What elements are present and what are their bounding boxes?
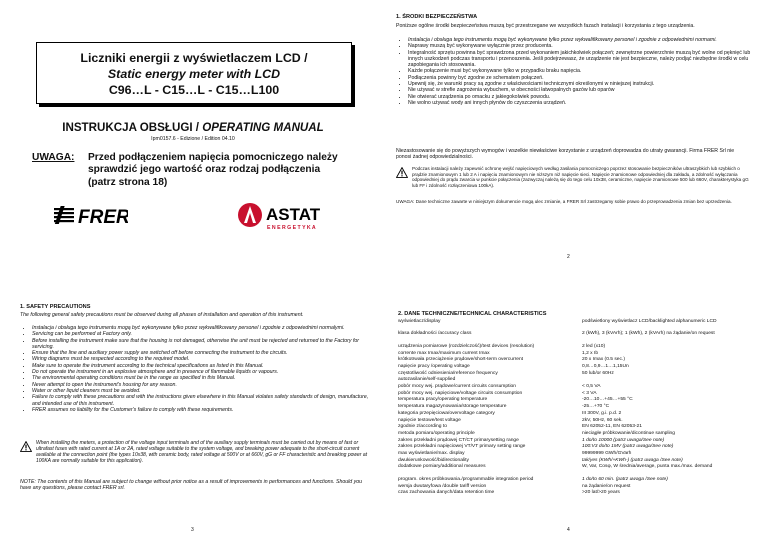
row-label: napięcie testowe/test voltage — [398, 417, 461, 423]
frer-logo-text: FRER — [78, 207, 128, 227]
row-value: 1 do/to 10000 (patrz uwaga/See note) — [582, 437, 665, 443]
title-line-3: C96…L - C15…L - C15…L100 — [108, 83, 280, 97]
section-heading: 1. SAFETY PRECAUTIONS — [20, 304, 91, 310]
uwaga-text: Przed podłączeniem napięcia pomocniczego należy sprawdzić jego wartość oraz rodzaj podłączenia (patrz strona 18) — [88, 152, 338, 188]
warning-text: When installing the meters, a protection of the voltage input terminals and of the auxiliary supply terminals must be carried out by means of fast or ultrafast fuses with rated current at 1A or 2A, rated voltage suitable to the system voltage, and breaking power adequate to the short-circuit current available at the connection point (the types 10x38, with ceramic body, rated voltage at 500V or at 660V, gG or FF characteristic and breaking power at 100KA are normally suitable for this application). — [36, 440, 368, 464]
section-heading: 1. ŚRODKI BEZPIECZEŃSTWA — [396, 14, 478, 20]
bullet-list — [396, 37, 752, 106]
row-label: kategoria przepięciowa/overvoltage category — [398, 410, 495, 416]
row-label: wyświetlacz/display — [398, 319, 441, 324]
row-label: napięcie pracy /operating voltage — [398, 363, 470, 369]
cover-page — [10, 8, 376, 266]
uwaga-note: UWAGA: Dane techniczne zawarte w niniejszym dokumencie mogą ulec zmianie, a FRER Srl zastrzegamy sobie prawo do przeprowadzenia zmian bez uprzedzenia. — [396, 199, 732, 204]
page-number: 2 — [567, 254, 570, 260]
manual-heading-pl: INSTRUKCJA OBSŁUGI / — [62, 121, 200, 134]
list-item: • Podłączenia powinny być zgodne ze schematem połączeń. — [408, 75, 752, 81]
row-value: >20 lat/>20 years — [582, 490, 620, 496]
row-label: max wyświetlanie/max. display — [398, 451, 465, 456]
list-item: • The environmental operating conditions must be in the range as specified in this Manual. — [32, 375, 372, 381]
list-item: • FRER assumes no liability for the Customer's failure to comply with these requirements. — [32, 407, 372, 413]
list-item: • Wiring diagrams must be respected according to the required model. — [32, 356, 372, 362]
row-value: 100:V3 do/to 1MV (patrz uwaga/See note) — [582, 444, 674, 450]
list-item: • Każde połączenie musi być wykonywane tylko w przypadku braku napięcia. — [408, 68, 752, 74]
row-label: krótkotrwała przeciążenie prądowe/short-term overcurrent — [398, 357, 524, 363]
list-item: • Water or other liquid cleaners must be avoided. — [32, 388, 372, 394]
list-item: • Servicing can be performed at Factory only. — [32, 331, 372, 337]
row-label: dodatkowe pomiary/additional measures — [398, 464, 486, 470]
row-value: tak/yes (KWh/+KWh-) (patrz uwaga /See note) — [582, 457, 683, 463]
astat-logo-text: ASTAT — [266, 205, 321, 224]
section-heading: 2. DANE TECHNICZNE/TECHNICAL CHARACTERISTICS — [398, 311, 547, 317]
frer-logo-mark — [54, 205, 128, 227]
title-line-1: Liczniki energii z wyświetlaczem LCD / — [80, 51, 308, 65]
row-label: pobór mocy wej. napięciowe/voltage circuits consumption — [398, 390, 523, 396]
astat-logo-subtext: E N E R G E T Y K A — [267, 225, 316, 231]
row-value: 0,8…0,9…1…1,15Un — [582, 363, 629, 369]
row-label: dwukierunkowość/bidirectionality — [398, 457, 469, 463]
page-number: 3 — [191, 527, 194, 533]
note-text: NOTE: The contents of this Manual are subject to change without prior notice as a result of improvements in performances and functions. Should you have any questions, please contact FRER srl. — [20, 479, 362, 492]
row-value: 1,2 x Ib — [582, 350, 599, 356]
page-number: 4 — [567, 527, 570, 533]
list-item: • Do not operate the instrument in an explosive atmosphere and in presence of flammable liquids or vapours. — [32, 369, 372, 375]
manual-heading — [10, 121, 376, 134]
row-label: temperatura pracy/operating temperature — [398, 397, 488, 403]
list-item: • Nie otwierać urządzenia po omacku z jakiegokolwiek powodu. — [408, 94, 752, 100]
row-value: 2 (kWh), 3 (kVArh); 1 (kWh), 2 (kVArh) na żądanie/on request — [582, 331, 715, 337]
edition-label: Ipm0157.6 - Edizione / Edition 04.10 — [151, 136, 235, 142]
bullet-list — [20, 325, 372, 413]
row-label: autozasilanie/self-supplied — [398, 377, 456, 383]
list-item: • Make sure to operate the instrument according to the technical specifications as listed in this Manual. — [32, 363, 372, 369]
frer-logo — [54, 205, 128, 232]
intro-text: Poniższe ogólne środki bezpieczeństwa muszą być przestrzegane we wszystkich fazach instalacji i korzystania z tego urządzenia. — [396, 23, 695, 29]
list-item: • Never attempt to open the instrument's housing for any reason. — [32, 382, 372, 388]
row-value: 50 lub/or 60Hz — [582, 370, 614, 376]
row-label: corrente max Imax/maximum current Imax — [398, 350, 490, 356]
list-item: • Naprawy muszą być wykonywane wyłącznie przez producenta. — [408, 43, 752, 49]
intro-text: The following general safety precautions must be observed during all phases of installation and operation of this instrument. — [20, 312, 304, 318]
row-value: -20…10…+45…+55 °C — [582, 397, 633, 403]
row-value: 99999999 GWh/GVarh — [582, 451, 632, 456]
row-value: podświetlony wyświetlacz LCD/backlighted alphanumeric LCD — [582, 319, 717, 324]
row-label: klasa dokładności /accuracy class — [398, 331, 472, 337]
safety-page-en — [10, 298, 376, 538]
manual-heading-en: OPERATING MANUAL — [202, 121, 324, 134]
list-item: • Before installing the instrument make sure that the housing is not damaged, otherwise the unit must be rejected and returned to the Factory for servicing. — [32, 338, 372, 351]
list-item: • Upewnij się, że warunki pracy są zgodne z właściwościami technicznymi określonymi w niniejszej instrukcji. — [408, 81, 752, 87]
list-item: • Failure to comply with these precautions and with the instructions given elsewhere in this Manual violates safety standards of design, manufacture, and intended use of this instrument. — [32, 394, 372, 407]
row-value: na żądanie/on request — [582, 483, 631, 489]
list-item: • Integralność sprzętu powinna być sprawdzona przed wykonaniem jakichkolwiek połączeń; zewnętrzne powierzchnie muszą być wolne od pęknięć lub innych uszkodzeń podczas transportu i przenoszenia. Jeśli podejrzewasz, że urządzenie nie jest bezpieczne, należy podjąć niezbędne środki w celu zapobiegania ich stosowania. — [408, 50, 752, 69]
row-label: urządzenia pomiarowe (rozdzielczość)/test devices (resolution) — [398, 343, 535, 349]
row-label: temperatura magazynowania/storage temperature — [398, 404, 507, 410]
row-value: -25…+70 °C — [582, 404, 610, 410]
row-value: 1 do/to 60 min. (patrz uwaga /See note) — [582, 476, 668, 482]
row-value: 20 x Imax (0.5 sec.) — [582, 357, 625, 363]
list-item: • Nie wolno używać wody ani innych płynów do czyszczenia urządzeń. — [408, 100, 752, 106]
row-value: nieciągłe próbkowanie/dicontinue sampling — [582, 430, 675, 436]
row-value: EN 62052-11, EN 62053-21 — [582, 424, 642, 430]
list-item: • Instalacja i obsługa tego instrumentu mogą być wykonywane tylko przez wykwalifikowany personel i zgodnie z odpowiednimi normami. — [408, 37, 752, 43]
row-value: < 3 VA — [582, 390, 597, 396]
row-label: pobór mocy wej. prądowe/current circuits consumption — [398, 384, 516, 389]
row-value: 2kV, 50Hz, 60 sek. — [582, 417, 623, 423]
list-item: • Ensure that the line and auxiliary power supply are switched off before connecting the instrument to the circuits. — [32, 350, 372, 356]
row-label: wersja dwutaryfowa /double tariff version — [398, 483, 487, 489]
row-value: III 300V, g.i. p.d. 2 — [582, 410, 622, 416]
row-label: metoda pomiaru/operating principle — [398, 430, 475, 436]
title-box — [36, 42, 352, 104]
row-label: zgodnie z/according to — [398, 424, 447, 430]
uwaga-label: UWAGA: — [32, 152, 75, 163]
warning-text: Podczas instalacji należy zapewnić ochronę wejść napięciowych według zasilania pomocniczego poprzez stosowanie bezpieczników ultraszybkich lub szybkich o prądzie znamionowym 1 lub 2 A i napięciu znamionowym nie niższym niż napięcie sieci. Napięcie znamionowe odpowiedniej dla zakładu, a zdolność wyłączania odpowiedniej do prądu zwarcia w punkcie połączenia (zazwyczaj należą się do tego celu 10x38, ceramiczne, napięcie znamionowe 500 lub 660V, charakterystyka gG lub FF i zdolność rozłączeniowa 100kA). — [412, 166, 749, 188]
title-line-2: Static energy meter with LCD — [107, 67, 281, 81]
fuse-warning — [20, 440, 370, 470]
row-label: częstotliwość odniesienia/reference frequency — [398, 370, 498, 376]
row-label: zakres przekładni napięciowej VT/VT primary setting range — [398, 444, 526, 450]
row-label: program. okres próbkowania./programmable integration period — [398, 476, 534, 482]
safety-page-pl — [386, 8, 758, 266]
list-item: • Nie używać w strefie zagrożenia wybuchem, w obecności łatwopalnych gazów lub oparów — [408, 87, 752, 93]
row-value: < 0,5 VA — [582, 384, 601, 389]
list-item: • Instalacja i obsługa tego instrumentu mogą być wykonywane tylko przez wykwalifikowany personel i zgodnie z odpowiednimi normalymi. — [32, 325, 372, 331]
technical-page — [386, 298, 758, 538]
warranty-note: Niezastosowanie się do powyższych wymogów i wszelkie niewłaściwe korzystanie z urządzeń doprowadza do utraty gwarancji. Firma FRER Srl nie ponosi żadnej odpowiedzialności. — [396, 148, 735, 161]
row-label: zakres przekładni prądowej CT/CT primarysetting range — [398, 437, 519, 443]
fuse-warning — [396, 166, 750, 196]
astat-logo — [236, 200, 334, 239]
row-value: W, Var, Cosφ, W średnia/average, punta max./max. demand — [582, 464, 713, 470]
row-label: czas zachowania danych/data retention time — [398, 490, 495, 496]
row-value: 2 led (x10) — [582, 343, 606, 349]
astat-logo-mark — [236, 200, 334, 234]
